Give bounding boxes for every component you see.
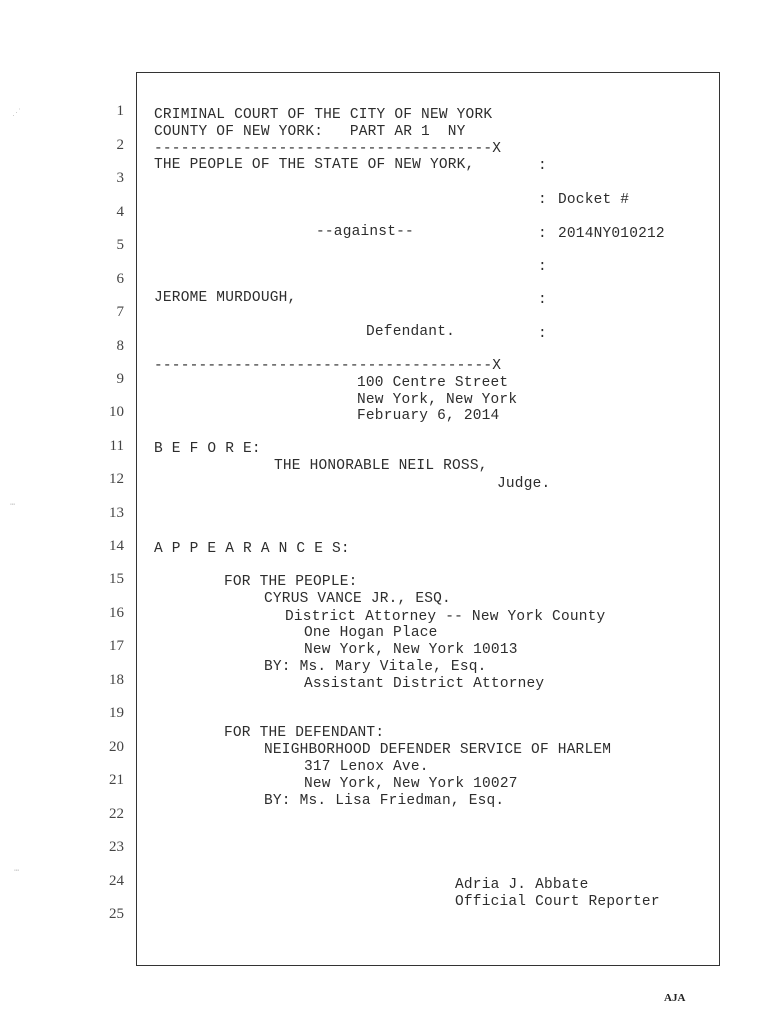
line-number: 14 xyxy=(109,538,124,554)
appearances-heading: A P P E A R A N C E S: xyxy=(154,541,350,557)
line-number: 22 xyxy=(109,806,124,822)
reporter-name: Adria J. Abbate xyxy=(455,877,589,893)
hearing-date: February 6, 2014 xyxy=(357,408,500,424)
caption-colon: : xyxy=(538,226,547,242)
caption-colon: : xyxy=(538,292,547,308)
court-street: 100 Centre Street xyxy=(357,375,509,391)
line-number: 9 xyxy=(116,371,124,387)
scan-speck: ⋯ xyxy=(10,500,16,510)
judge-title: Judge. xyxy=(497,476,551,492)
defendant-name: JEROME MURDOUGH, xyxy=(154,290,297,306)
docket-label: Docket # xyxy=(558,192,630,208)
defense-counsel-line: NEIGHBORHOOD DEFENDER SERVICE OF HARLEM xyxy=(264,742,612,758)
docket-number: 2014NY010212 xyxy=(558,226,665,242)
line-number: 12 xyxy=(109,471,124,487)
court-name: CRIMINAL COURT OF THE CITY OF NEW YORK xyxy=(154,107,493,123)
caption-colon: : xyxy=(538,158,547,174)
line-number: 24 xyxy=(109,873,124,889)
defense-heading: FOR THE DEFENDANT: xyxy=(224,725,385,741)
caption-colon: : xyxy=(538,326,547,342)
judge-name: THE HONORABLE NEIL ROSS, xyxy=(274,458,488,474)
scan-speck: ⋰ xyxy=(12,108,21,118)
line-number: 17 xyxy=(109,638,124,654)
caption-colon: : xyxy=(538,259,547,275)
line-number: 5 xyxy=(116,237,124,253)
defense-counsel-line: New York, New York 10027 xyxy=(304,776,518,792)
court-county-part: COUNTY OF NEW YORK: PART AR 1 NY xyxy=(154,124,466,140)
defendant-label: Defendant. xyxy=(366,324,456,340)
reporter-initials: AJA xyxy=(664,992,686,1004)
caption-colon: : xyxy=(538,192,547,208)
people-counsel-line: BY: Ms. Mary Vitale, Esq. xyxy=(264,659,487,675)
people-heading: FOR THE PEOPLE: xyxy=(224,574,358,590)
people-counsel-line: CYRUS VANCE JR., ESQ. xyxy=(264,591,451,607)
caption-divider-top: --------------------------------------X xyxy=(154,141,502,157)
line-number: 13 xyxy=(109,505,124,521)
line-number: 7 xyxy=(116,304,124,320)
line-number: 8 xyxy=(116,338,124,354)
scan-speck: ⋯ xyxy=(14,866,20,876)
court-city: New York, New York xyxy=(357,392,518,408)
reporter-title: Official Court Reporter xyxy=(455,894,660,910)
line-number: 6 xyxy=(116,271,124,287)
against-text: --against-- xyxy=(316,224,414,240)
line-number: 3 xyxy=(116,170,124,186)
line-number: 19 xyxy=(109,705,124,721)
line-number: 23 xyxy=(109,839,124,855)
line-number: 10 xyxy=(109,404,124,420)
line-number: 4 xyxy=(116,204,124,220)
people-counsel-line: District Attorney -- New York County xyxy=(285,609,606,625)
line-number: 21 xyxy=(109,772,124,788)
line-number: 2 xyxy=(116,137,124,153)
line-number: 18 xyxy=(109,672,124,688)
line-number: 15 xyxy=(109,571,124,587)
before-heading: B E F O R E: xyxy=(154,441,261,457)
people-counsel-line: Assistant District Attorney xyxy=(304,676,545,692)
defense-counsel-line: BY: Ms. Lisa Friedman, Esq. xyxy=(264,793,505,809)
line-number: 11 xyxy=(109,438,124,454)
defense-counsel-line: 317 Lenox Ave. xyxy=(304,759,429,775)
caption-divider-bottom: --------------------------------------X xyxy=(154,358,502,374)
transcript-page-border xyxy=(136,72,720,966)
plaintiff-name: THE PEOPLE OF THE STATE OF NEW YORK, xyxy=(154,157,475,173)
people-counsel-line: One Hogan Place xyxy=(304,625,438,641)
line-number: 16 xyxy=(109,605,124,621)
line-number: 20 xyxy=(109,739,124,755)
people-counsel-line: New York, New York 10013 xyxy=(304,642,518,658)
line-number: 25 xyxy=(109,906,124,922)
line-number: 1 xyxy=(116,103,124,119)
